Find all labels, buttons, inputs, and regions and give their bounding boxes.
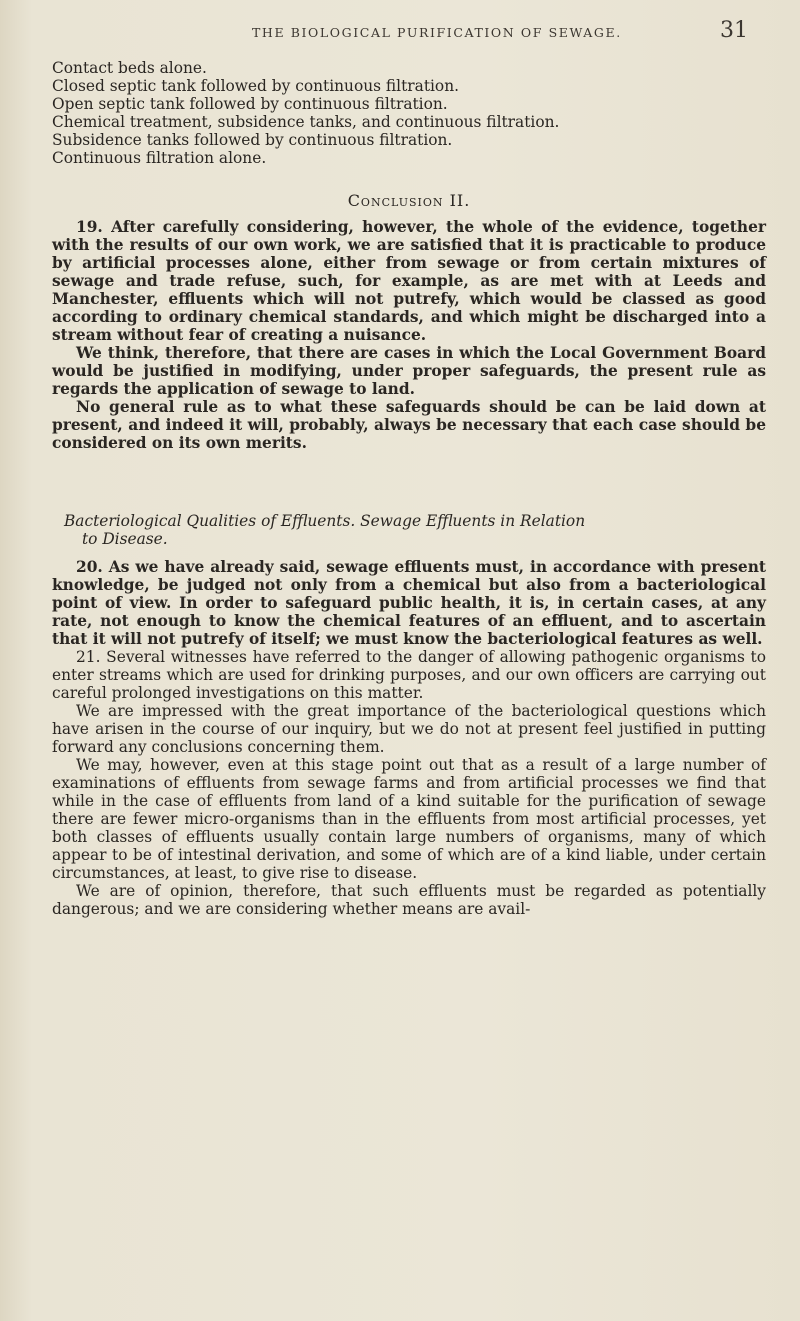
section-heading bbox=[52, 512, 766, 548]
paragraph-19: 19. After carefully considering, however, the whole of the evidence, together with the results of our own work, we are satisfied that it is practicable to produce by artificial processes alone, either from sewage or from certain mixtures of sewage and trade refuse, such, for example, as are met with at Leeds and Manchester, effluents which will not putrefy, which would be classed as good according to ordinary chemical standards, and which might be discharged into a stream without fear of creating a nuisance. bbox=[52, 218, 766, 344]
running-title: THE BIOLOGICAL PURIFICATION OF SEWAGE. bbox=[252, 25, 622, 40]
paragraph-examinations: We may, however, even at this stage point out that as a result of a large number of examinations of effluents from sewage farms and from artificial processes we find that while in the case of effluents from land of a kind suitable for the purification of sewage there are fewer micro-organisms than in the effluents from most artificial processes, yet both classes of effluents usually contain large numbers of organisms, many of which appear to be of intestinal derivation, and some of which are of a kind liable, under certain circumstances, at least, to give rise to disease. bbox=[52, 756, 766, 882]
page-number: 31 bbox=[720, 18, 748, 43]
list-item: Continuous filtration alone. bbox=[52, 149, 267, 167]
list-item: Subsidence tanks followed by continuous filtration. bbox=[52, 131, 453, 149]
paragraph-21: 21. Several witnesses have referred to the danger of allowing pathogenic organisms to enter streams which are used for drinking purposes, and our own officers are carrying out careful prolonged investigations on this matter. bbox=[52, 648, 766, 702]
section-heading-line1: Bacteriological Qualities of Effluents. Sewage Effluents in Relation bbox=[64, 512, 586, 530]
list-item: Contact beds alone. bbox=[52, 59, 207, 77]
paragraph-local-government-board: We think, therefore, that there are cases in which the Local Government Board would be justified in modifying, under proper safeguards, the present rule as regards the application of sewage to land. bbox=[52, 344, 766, 398]
list-item: Closed septic tank followed by continuous filtration. bbox=[52, 77, 460, 95]
paragraph-bacteriological-questions: We are impressed with the great importance of the bacteriological questions which have arisen in the course of our inquiry, but we do not at present feel justified in putting forward any conclusions concerning them. bbox=[52, 702, 766, 756]
section-heading-line2: to Disease. bbox=[82, 530, 168, 548]
paragraph-safeguards: No general rule as to what these safeguards should be can be laid down at present, and indeed it will, probably, always be necessary that each case should be considered on its own merits. bbox=[52, 398, 766, 452]
paragraph-opinion: We are of opinion, therefore, that such effluents must be regarded as potentially dangerous; and we are considering whether means are avail- bbox=[52, 882, 766, 918]
paragraph-20: 20. As we have already said, sewage effluents must, in accordance with present knowledge, be judged not only from a chemical but also from a bacteriological point of view. In order to safeguard public health, it is, in certain cases, at any rate, not enough to know the chemical features of an effluent, and to ascertain that it will not putrefy of itself; we must know the bacteriological features as well. bbox=[52, 558, 766, 648]
list-item: Open septic tank followed by continuous filtration. bbox=[52, 95, 448, 113]
list-item: Chemical treatment, subsidence tanks, and continuous filtration. bbox=[52, 113, 560, 131]
treatment-methods-list bbox=[52, 59, 766, 167]
running-header bbox=[52, 18, 766, 43]
conclusion-heading: Conclusion II. bbox=[347, 191, 471, 210]
